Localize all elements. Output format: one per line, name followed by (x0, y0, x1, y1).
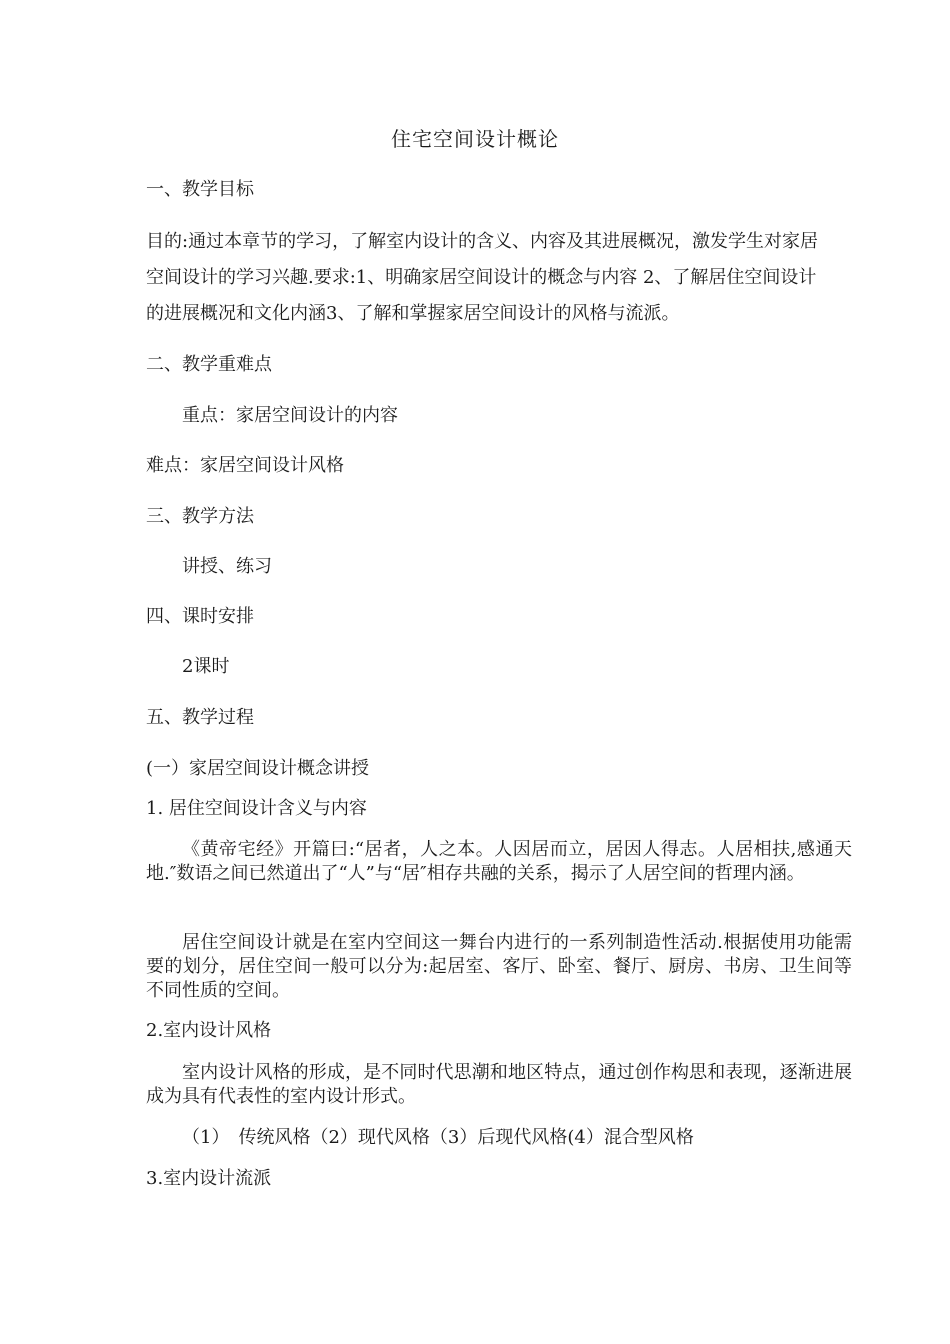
section-heading-schedule: 四、课时安排 (146, 606, 254, 627)
item-heading-style: 2.室内设计风格 (146, 1020, 272, 1041)
objectives-line-2: 空间设计的学习兴趣.要求:1、明确家居空间设计的概念与内容 2、了解居住空间设计 (146, 267, 817, 288)
section-heading-objectives: 一、教学目标 (146, 179, 254, 200)
paragraph-style-formation: 室内设计风格的形成，是不同时代思潮和地区特点，通过创作构思和表现，逐渐进展成为具有代表性的室内设计形式。 (146, 1062, 852, 1107)
section-heading-process: 五、教学过程 (146, 707, 254, 728)
item-heading-meaning: 1. 居住空间设计含义与内容 (146, 798, 367, 819)
objectives-line-3: 的进展概况和文化内涵3、了解和掌握家居空间设计的风格与流派。 (146, 303, 680, 324)
key-point-text: 重点：家居空间设计的内容 (182, 405, 398, 426)
document-title: 住宅空间设计概论 (391, 127, 559, 151)
difficult-point-text: 难点：家居空间设计风格 (146, 455, 344, 476)
paragraph-huangdi-zhaijing: 《黄帝宅经》开篇曰:“居者，人之本。人因居而立，居因人得志。人居相扶,感通天地.″数语之间已然道出了“人”与“居″相存共融的关系，揭示了人居空间的哲理内涵。 (146, 839, 852, 884)
subsection-heading-concept: (一）家居空间设计概念讲授 (146, 758, 370, 779)
item-heading-schools: 3.室内设计流派 (146, 1168, 272, 1189)
paragraph-living-space-definition: 居住空间设计就是在室内空间这一舞台内进行的一系列制造性活动.根据使用功能需要的划分，居住空间一般可以分为:起居室、客厅、卧室、餐厅、厨房、书房、卫生间等不同性质的空间。 (146, 932, 852, 1001)
section-heading-key-points: 二、教学重难点 (146, 354, 272, 375)
schedule-text: 2课时 (182, 656, 230, 677)
style-list: （1） 传统风格（2）现代风格（3）后现代风格(4）混合型风格 (182, 1127, 694, 1148)
objectives-line-1: 目的:通过本章节的学习，了解室内设计的含义、内容及其进展概况，激发学生对家居 (146, 231, 819, 252)
section-heading-methods: 三、教学方法 (146, 506, 254, 527)
methods-text: 讲授、练习 (182, 556, 272, 577)
